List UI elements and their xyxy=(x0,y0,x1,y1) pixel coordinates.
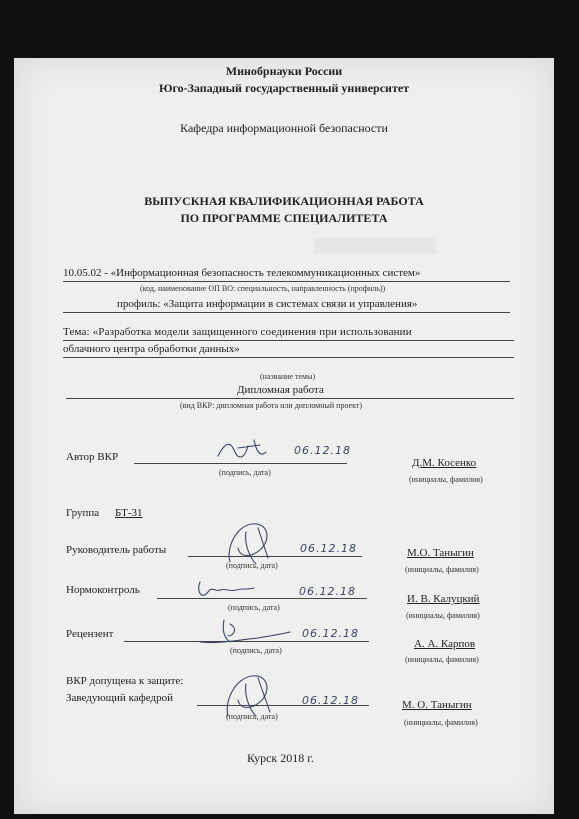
work-type-underline xyxy=(66,398,514,399)
author-label: Автор ВКР xyxy=(66,451,119,463)
document-title-line1: ВЫПУСКНАЯ КВАЛИФИКАЦИОННАЯ РАБОТА xyxy=(144,194,424,208)
reviewer-name: А. А. Карпов xyxy=(414,638,476,650)
normcontrol-name-caption: (инициалы, фамилия) xyxy=(406,611,480,620)
group-label: Группа xyxy=(66,507,100,519)
specialty-caption: (код, наименование ОП ВО: специальность, направленность (профиль)) xyxy=(140,284,386,293)
bleed-through-mark: ▓▓▓▓▓▓▓▓▓▓▓▓ xyxy=(314,238,437,253)
city-year: Курск 2018 г. xyxy=(247,751,314,765)
reviewer-signature xyxy=(194,614,294,648)
normcontrol-sign-line xyxy=(157,598,367,599)
normcontrol-signature xyxy=(194,578,258,602)
head-sign-caption: (подпись, дата) xyxy=(226,712,278,721)
specialty-underline xyxy=(63,281,510,282)
author-date: 06.12.18 xyxy=(294,444,351,457)
ministry-name: Минобрнауки России xyxy=(225,64,343,78)
reviewer-name-caption: (инициалы, фамилия) xyxy=(405,655,479,664)
author-sign-caption: (подпись, дата) xyxy=(219,468,271,477)
author-name: Д.М. Косенко xyxy=(412,457,477,469)
head-date: 06.12.18 xyxy=(302,694,359,707)
work-type-caption: (вид ВКР: дипломная работа или дипломный проект) xyxy=(180,401,363,410)
reviewer-sign-caption: (подпись, дата) xyxy=(230,646,282,655)
group-value: БТ-31 xyxy=(115,507,143,519)
normcontrol-date: 06.12.18 xyxy=(299,585,356,598)
supervisor-date: 06.12.18 xyxy=(300,542,357,555)
topic-line2: облачного центра обработки данных» xyxy=(63,343,240,355)
supervisor-sign-caption: (подпись, дата) xyxy=(226,561,278,570)
profile-line: профиль: «Защита информации в системах связи и управления» xyxy=(117,298,418,310)
topic-line1: Тема: «Разработка модели защищенного соединения при использовании xyxy=(63,326,412,338)
head-of-department-label: Заведующий кафедрой xyxy=(66,692,173,704)
author-signature xyxy=(214,436,284,464)
document-title-line2: ПО ПРОГРАММЕ СПЕЦИАЛИТЕТА xyxy=(180,211,388,225)
head-name-caption: (инициалы, фамилия) xyxy=(404,718,478,727)
normcontrol-sign-caption: (подпись, дата) xyxy=(228,603,280,612)
department-name: Кафедра информационной безопасности xyxy=(180,121,388,135)
topic-underline1 xyxy=(63,340,514,341)
reviewer-label: Рецензент xyxy=(66,628,114,640)
topic-caption: (название темы) xyxy=(260,372,316,381)
supervisor-name-caption: (инициалы, фамилия) xyxy=(405,565,479,574)
supervisor-label: Руководитель работы xyxy=(66,544,167,556)
supervisor-name: М.О. Таныгин xyxy=(407,547,474,559)
reviewer-date: 06.12.18 xyxy=(302,627,359,640)
profile-underline xyxy=(63,312,510,313)
topic-underline2 xyxy=(63,357,514,358)
admission-label: ВКР допущена к защите: xyxy=(66,675,184,687)
normcontrol-label: Нормоконтроль xyxy=(66,584,140,596)
normcontrol-name: И. В. Калуцкий xyxy=(407,593,480,605)
specialty-line: 10.05.02 - «Информационная безопасность телекоммуникационных систем» xyxy=(63,267,421,279)
university-name: Юго-Западный государственный университет xyxy=(158,81,410,95)
work-type-value: Дипломная работа xyxy=(237,384,324,396)
head-name: М. О. Таныгин xyxy=(402,699,472,711)
author-name-caption: (инициалы, фамилия) xyxy=(409,475,483,484)
document-page xyxy=(14,58,554,814)
